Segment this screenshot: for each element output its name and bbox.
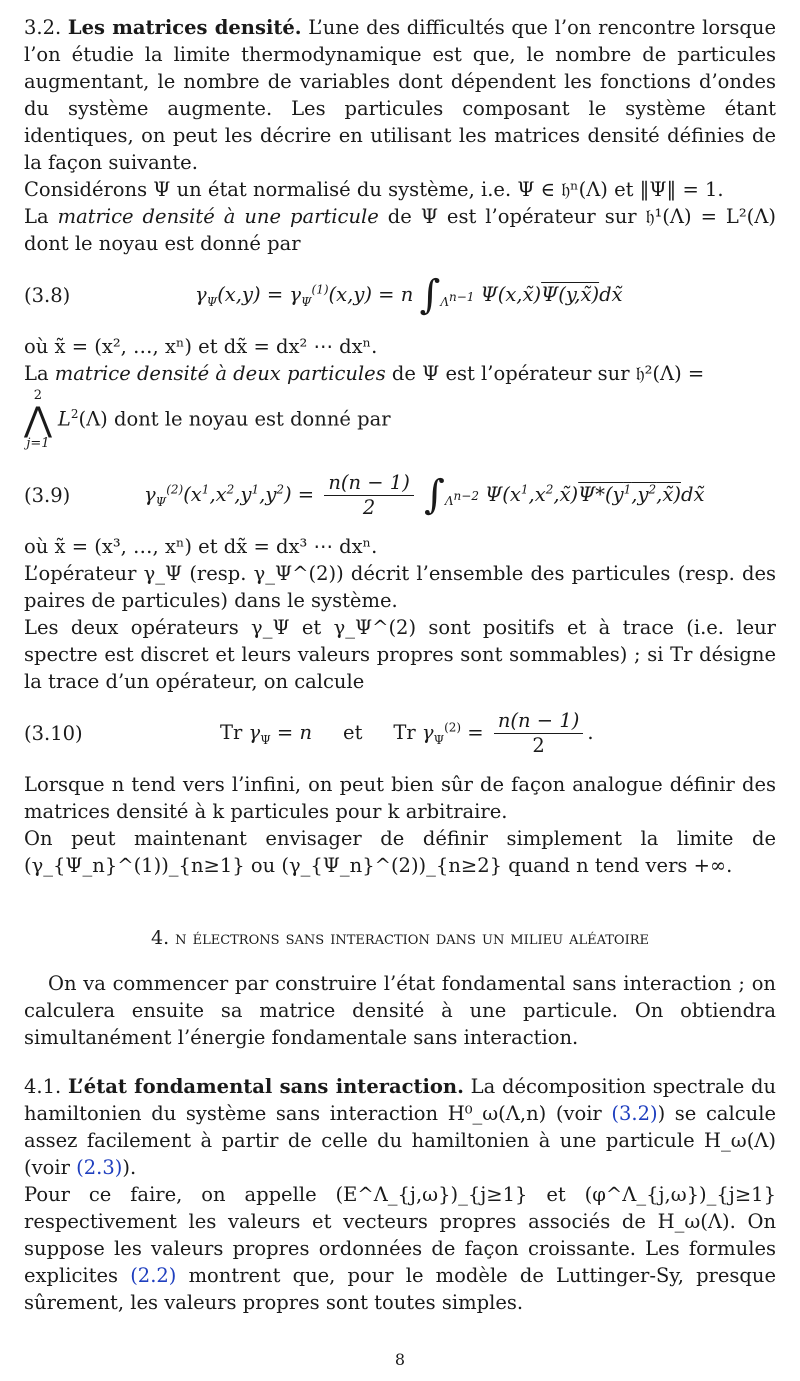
reference-link[interactable]: (2.2) bbox=[130, 1264, 177, 1287]
paragraph-text: Les deux opérateurs γ_Ψ et γ_Ψ^(2) sont positifs et à trace (i.e. leur spectre est discret et leurs valeurs propres sont sommables) ; si Tr désigne la trace d’un opérateur, on calcule bbox=[24, 616, 776, 693]
wedge-product-symbol: 2 ⋀ j=1 bbox=[24, 388, 52, 451]
paragraph-text: 2 ⋀ j=1 $L^2(\Lambda)$ dont le noyau est donné par bbox=[24, 388, 391, 451]
equation-3-9 bbox=[24, 465, 776, 525]
reference-link[interactable]: (2.3) bbox=[76, 1156, 123, 1179]
equation-number: (3.9) bbox=[24, 483, 71, 507]
equation-number: (3.10) bbox=[24, 721, 83, 745]
page-number: 8 bbox=[394, 1350, 406, 1369]
paragraph-text: La matrice densité à deux particules de Ψ est l’opérateur sur 𝔥²(Λ) = bbox=[24, 362, 705, 385]
paragraph-text: L’une des difficultés que l’on rencontre lorsque l’on étudie la limite thermodynamique est que, le nombre de particules augmentant, le nombre de variables dont dépendent les fonctions d’ondes du système augmente. Les particules composant le système étant identiques, on peut les décrire en utilisant les matrices densité définies de la façon suivante. bbox=[24, 16, 776, 174]
equation-3-10 bbox=[24, 703, 776, 763]
paragraph-text: où x̃ = (x³, …, xⁿ) et dx̃ = dx³ ⋯ dxⁿ. bbox=[24, 535, 378, 558]
paragraph-text: Pour ce faire, on appelle (E^Λ_{j,ω})_{j≥1} et (φ^Λ_{j,ω})_{j≥1} respectivement les valeurs et vecteurs propres associés de H_ω(Λ). On suppose les valeurs propres ordonnées de façon croissante. Les formules explicites (2.2) montrent que, pour le modèle de Luttinger-Sy, presque sûrement, les valeurs propres sont toutes simples. bbox=[24, 1183, 776, 1314]
emphasis: matrice densité à une particule bbox=[57, 205, 379, 228]
section-title: Les matrices densité. bbox=[67, 16, 302, 39]
reference-link[interactable]: (3.2) bbox=[611, 1102, 658, 1125]
paragraph-text: On peut maintenant envisager de définir simplement la limite de (γ_{Ψ_n}^(1))_{n≥1} ou (γ_{Ψ_n}^(2))_{n≥2} quand n tend vers +∞. bbox=[24, 827, 776, 877]
equation-body: Tr $\gamma_\Psi = n$ et Tr $\gamma_\Psi^{(2)}$ = $\frac{n(n - 1)}{2}$ . bbox=[220, 708, 594, 757]
section-number: 3.2. bbox=[24, 16, 62, 39]
section-number: 4.1. bbox=[24, 1075, 62, 1098]
section-heading: 4. n électrons sans interaction dans un milieu aléatoire bbox=[151, 927, 649, 949]
paragraph-text: On va commencer par construire l’état fondamental sans interaction ; on calculera ensuite sa matrice densité à une particule. On obtiendra simultanément l’énergie fondamentale sans interaction. bbox=[24, 972, 776, 1049]
page-body bbox=[24, 14, 776, 1316]
paragraph-text: où x̃ = (x², …, xⁿ) et dx̃ = dx² ⋯ dxⁿ. bbox=[24, 335, 378, 358]
equation-body: $\gamma_\Psi^{(2)}(x^1,x^2,y^1,y^2)$ = $\frac{n(n - 1)}{2}$ $\int_{\Lambda^{n-2}}$ $\Psi(x^1,x^2,x̃)\Psi*(y^1,y^2,x̃)dx̃$ bbox=[144, 470, 705, 519]
paragraph-text: L’opérateur γ_Ψ (resp. γ_Ψ^(2)) décrit l’ensemble des particules (resp. des paires de particules) dans le système. bbox=[24, 562, 776, 612]
paragraph-text: Considérons Ψ un état normalisé du système, i.e. Ψ ∈ 𝔥ⁿ(Λ) et ‖Ψ‖ = 1. bbox=[24, 178, 724, 201]
paragraph-text: Lorsque n tend vers l’infini, on peut bien sûr de façon analogue définir des matrices densité à k particules pour k arbitraire. bbox=[24, 773, 776, 823]
section-3-2-paragraph bbox=[24, 14, 776, 176]
section-title: L’état fondamental sans interaction. bbox=[67, 1075, 464, 1098]
section-4-1-paragraph: 4.1. L’état fondamental sans interaction. La décomposition spectrale du hamiltonien du système sans interaction H⁰_ω(Λ,n) (voir (3.2)) se calcule assez facilement à partir de celle du hamiltonien à une particule H_ω(Λ) (voir (2.3)). bbox=[24, 1075, 777, 1179]
equation-3-8 bbox=[24, 265, 776, 325]
emphasis: matrice densité à deux particules bbox=[54, 362, 386, 385]
equation-number: (3.8) bbox=[24, 283, 71, 307]
equation-body: $\gamma_\Psi(x,y) = \gamma_\Psi^{(1)}(x,y) = n$ $\int_{\Lambda^{n-1}}$ Ψ(x,x̃)Ψ(y,x̃)dx̃ bbox=[164, 272, 623, 318]
paragraph-text: La matrice densité à une particule de Ψ est l’opérateur sur 𝔥¹(Λ) = L²(Λ) dont le noyau est donné par bbox=[24, 205, 776, 255]
